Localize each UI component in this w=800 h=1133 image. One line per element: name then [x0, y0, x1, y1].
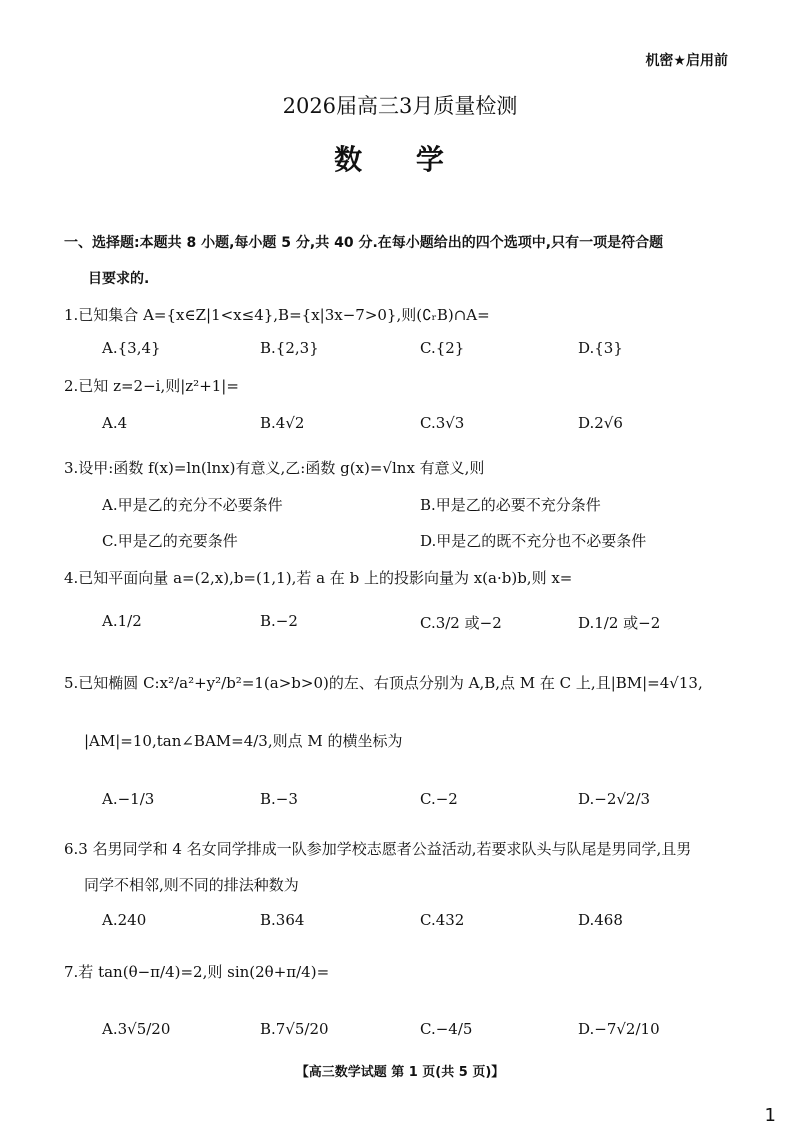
- question-3-option-c: C.甲是乙的充要条件: [102, 532, 238, 550]
- question-6-option-b: B.364: [260, 911, 305, 929]
- question-1-option-d: D.{3}: [578, 339, 623, 357]
- page-number: 1: [764, 1105, 776, 1126]
- exam-title: 2026届高三3月质量检测: [282, 94, 518, 118]
- question-3-option-a: A.甲是乙的充分不必要条件: [102, 496, 283, 514]
- question-1-option-c: C.{2}: [420, 339, 465, 357]
- question-6-option-c: C.432: [420, 911, 465, 929]
- question-5-option-a: A.−1/3: [102, 790, 155, 808]
- question-4-option-c: C.3/2 或−2: [420, 614, 502, 632]
- question-1-option-b: B.{2,3}: [260, 339, 319, 357]
- page-footer: 【高三数学试题 第 1 页(共 5 页)】: [295, 1065, 505, 1080]
- question-7-option-b: B.7√5/20: [260, 1020, 329, 1038]
- question-7-option-d: D.−7√2/10: [578, 1020, 660, 1038]
- question-5-option-b: B.−3: [260, 790, 298, 808]
- question-6-option-d: D.468: [578, 911, 623, 929]
- question-1-option-a: A.{3,4}: [102, 339, 161, 357]
- question-6-option-a: A.240: [102, 911, 147, 929]
- question-5-stem-line1: 5.已知椭圆 C:x²/a²+y²/b²=1(a>b>0)的左、右顶点分别为 A,B,点 M 在 C 上,且|BM|=4√13,: [64, 674, 703, 692]
- subject-title: 数 学: [334, 143, 466, 176]
- question-2-option-c: C.3√3: [420, 414, 465, 432]
- question-5-stem-line2: |AM|=10,tan∠BAM=4/3,则点 M 的横坐标为: [84, 732, 403, 750]
- confidential-label: 机密★启用前: [645, 53, 728, 69]
- question-4-option-d: D.1/2 或−2: [578, 614, 661, 632]
- question-3-option-b: B.甲是乙的必要不充分条件: [420, 496, 601, 514]
- question-6-stem-line1: 6.3 名男同学和 4 名女同学排成一队参加学校志愿者公益活动,若要求队头与队尾是男同学,且男: [64, 840, 692, 858]
- section-instructions-line1: 一、选择题:本题共 8 小题,每小题 5 分,共 40 分.在每小题给出的四个选项中,只有一项是符合题: [64, 235, 664, 251]
- question-4-stem: 4.已知平面向量 a=(2,x),b=(1,1),若 a 在 b 上的投影向量为 x(a·b)b,则 x=: [64, 569, 573, 587]
- question-5-option-d: D.−2√2/3: [578, 790, 651, 808]
- question-1-stem: 1.已知集合 A={x∈Z|1<x≤4},B={x|3x−7>0},则(∁ᵣB)∩A=: [64, 306, 490, 324]
- question-6-stem-line2: 同学不相邻,则不同的排法种数为: [84, 876, 299, 894]
- question-4-option-b: B.−2: [260, 612, 298, 630]
- question-2-option-b: B.4√2: [260, 414, 305, 432]
- question-3-option-d: D.甲是乙的既不充分也不必要条件: [420, 532, 647, 550]
- question-3-stem: 3.设甲:函数 f(x)=ln(lnx)有意义,乙:函数 g(x)=√lnx 有意义,则: [64, 459, 485, 477]
- question-7-stem: 7.若 tan(θ−π/4)=2,则 sin(2θ+π/4)=: [64, 963, 330, 981]
- question-7-option-a: A.3√5/20: [102, 1020, 171, 1038]
- question-5-option-c: C.−2: [420, 790, 458, 808]
- question-2-stem: 2.已知 z=2−i,则|z²+1|=: [64, 377, 239, 395]
- section-instructions-line2: 目要求的.: [88, 271, 150, 287]
- question-7-option-c: C.−4/5: [420, 1020, 473, 1038]
- question-4-option-a: A.1/2: [102, 612, 142, 630]
- question-2-option-a: A.4: [102, 414, 128, 432]
- question-2-option-d: D.2√6: [578, 414, 623, 432]
